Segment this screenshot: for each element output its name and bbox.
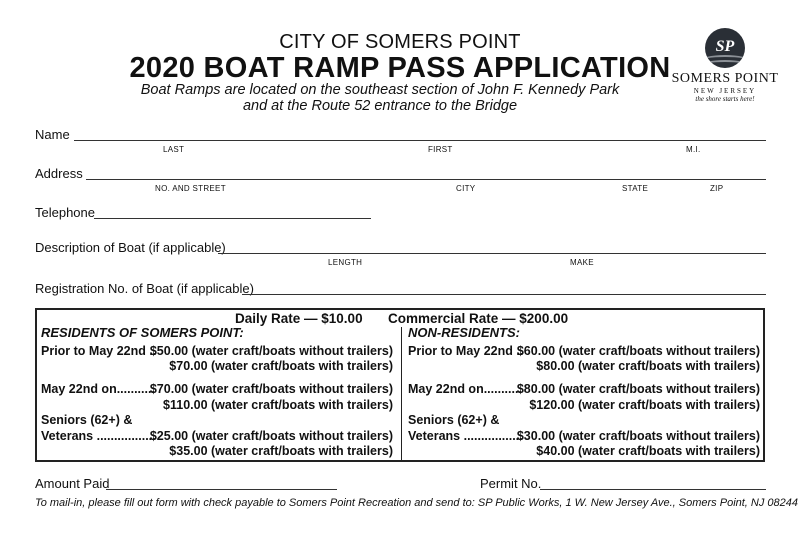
boat-description-field[interactable] [218, 253, 766, 254]
logo-tagline: the shore starts here! [695, 95, 755, 103]
non-residents-prior-trailer: $80.00 (water craft/boats with trailers) [536, 359, 760, 373]
residents-seniors-trailer: $35.00 (water craft/boats with trailers) [169, 444, 393, 458]
name-field[interactable] [74, 140, 766, 141]
address-label: Address [35, 166, 83, 181]
non-residents-seniors-label: Seniors (62+) & [408, 413, 500, 427]
city-heading: CITY OF SOMERS POINT [279, 31, 521, 53]
logo-emblem [705, 28, 745, 68]
telephone-field[interactable] [94, 218, 371, 219]
non-residents-after-label: May 22nd on........... [408, 382, 522, 396]
residents-after-no-trailer: $70.00 (water craft/boats without trailers) [149, 382, 393, 396]
non-residents-seniors-trailer: $40.00 (water craft/boats with trailers) [536, 444, 760, 458]
registration-field[interactable] [242, 294, 766, 295]
non-residents-heading: NON-RESIDENTS: [408, 325, 520, 340]
address-hint-state: STATE [622, 184, 649, 193]
address-hint-city: CITY [456, 184, 476, 193]
subtitle-line-2: and at the Route 52 entrance to the Bridge [242, 98, 518, 114]
name-hint-mi: M.I. [686, 145, 701, 154]
name-label: Name [35, 127, 70, 142]
logo-state: NEW JERSEY [693, 87, 757, 95]
residents-seniors-label: Seniors (62+) & [41, 413, 133, 427]
residents-heading: RESIDENTS OF SOMERS POINT: [41, 325, 244, 340]
name-hint-last: LAST [163, 145, 185, 154]
non-residents-seniors-no-trailer: $30.00 (water craft/boats without trailers) [516, 429, 760, 443]
telephone-label: Telephone [35, 205, 95, 220]
non-residents-prior-label: Prior to May 22nd .. [408, 344, 524, 358]
rates-divider [401, 327, 402, 460]
residents-after-label: May 22nd on........... [41, 382, 155, 396]
mail-in-instructions: To mail-in, please fill out form with check payable to Somers Point Recreation and send to: SP Public Works, 1 W. New Jersey Ave., Somers Point, NJ 08244 [35, 497, 799, 509]
registration-label: Registration No. of Boat (if applicable) [35, 281, 254, 296]
residents-veterans-label: Veterans ................. [41, 429, 156, 443]
residents-after-trailer: $110.00 (water craft/boats with trailers) [163, 398, 393, 412]
address-hint-street: NO. AND STREET [155, 184, 226, 193]
residents-prior-no-trailer: $50.00 (water craft/boats without trailers) [149, 344, 393, 358]
non-residents-prior-no-trailer: $60.00 (water craft/boats without trailers) [516, 344, 760, 358]
subtitle-line-1: Boat Ramps are located on the southeast section of John F. Kennedy Park [140, 82, 620, 98]
boat-description-label: Description of Boat (if applicable) [35, 240, 226, 255]
amount-paid-field[interactable] [106, 489, 337, 490]
address-field[interactable] [86, 179, 766, 180]
permit-no-field[interactable] [540, 489, 766, 490]
non-residents-veterans-label: Veterans ................. [408, 429, 523, 443]
non-residents-after-trailer: $120.00 (water craft/boats with trailers) [529, 398, 760, 412]
non-residents-after-no-trailer: $80.00 (water craft/boats without trailers) [516, 382, 760, 396]
page-title: 2020 BOAT RAMP PASS APPLICATION [129, 52, 671, 84]
logo-name: SOMERS POINT [671, 71, 779, 86]
name-hint-first: FIRST [428, 145, 453, 154]
residents-prior-label: Prior to May 22nd .. [41, 344, 157, 358]
permit-no-label: Permit No. [480, 476, 542, 491]
residents-seniors-no-trailer: $25.00 (water craft/boats without trailers) [149, 429, 393, 443]
residents-prior-trailer: $70.00 (water craft/boats with trailers) [169, 359, 393, 373]
commercial-rate: Commercial Rate — $200.00 [388, 311, 569, 326]
logo-initials: SP [715, 38, 735, 55]
boat-hint-length: LENGTH [328, 258, 363, 267]
address-hint-zip: ZIP [710, 184, 724, 193]
boat-hint-make: MAKE [570, 258, 594, 267]
daily-rate: Daily Rate — $10.00 [235, 311, 363, 326]
city-logo [665, 28, 785, 103]
amount-paid-label: Amount Paid [35, 476, 110, 491]
